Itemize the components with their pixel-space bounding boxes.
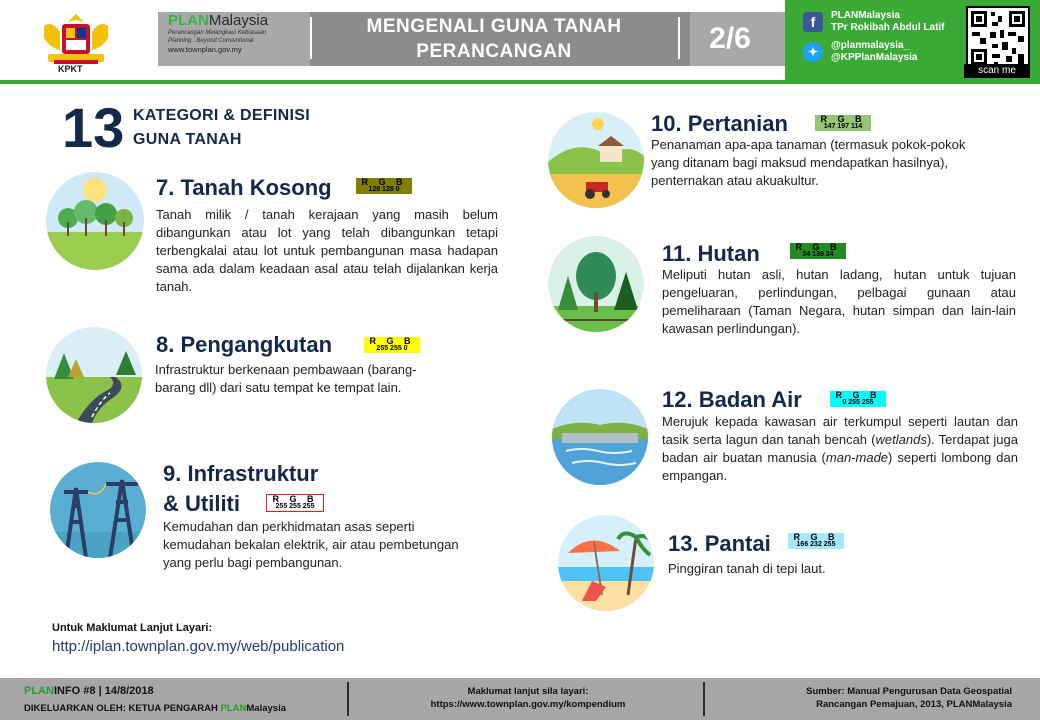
category-title-11: 11. Hutan — [662, 241, 760, 266]
category-title-13: 13. Pantai — [668, 531, 771, 556]
divider — [310, 17, 312, 59]
divider — [678, 17, 680, 59]
category-title-9: 9. Infrastruktur & Utiliti — [163, 461, 319, 516]
twitter-handle[interactable]: @planmalaysia_ @KPPlanMalaysia — [831, 40, 918, 63]
category-title-7: 7. Tanah Kosong — [156, 175, 332, 200]
category-desc-13: Pinggiran tanah di tepi laut. — [668, 561, 826, 576]
planmalaysia-brand — [168, 12, 308, 64]
rgb-swatch-9: R G B 255 255 255 — [266, 494, 324, 512]
kompendium-info[interactable]: Maklumat lanjut sila layari: https://www.townplan.gov.my/kompendium — [430, 686, 626, 710]
agriculture-farm-illustration — [548, 112, 644, 208]
qr-code[interactable] — [966, 6, 1030, 70]
category-desc-12: Merujuk kepada kawasan air terkumpul seperti lautan dan tasik serta lagun dan tanah bencah (wetlands). Terdapat juga badan air buatan manusia (man-made) seperti lombong dan empangan. — [662, 414, 1018, 483]
twitter-icon[interactable]: ✦ — [803, 42, 823, 62]
category-desc-10: Penanaman apa-apa tanaman (termasuk pokok-pokok yang ditanam bagi maksud mendapatkan hasilnya), penternakan atau akuakultur. — [651, 137, 966, 188]
rgb-swatch-13: R G B 166 232 255 — [788, 533, 844, 549]
rgb-swatch-10: R G B 147 197 114 — [815, 115, 871, 131]
planinfo-issue: PLANINFO #8 | 14/8/2018 — [24, 685, 154, 697]
rgb-swatch-8: R G B 255 255 0 — [364, 337, 420, 353]
more-info-label: Untuk Maklumat Lanjut Layari: — [52, 622, 213, 634]
transport-road-illustration — [46, 327, 142, 423]
issued-by: DIKELUARKAN OLEH: KETUA PENGARAH PLANMalaysia — [24, 703, 287, 714]
plan-url: www.townplan.gov.my — [168, 45, 242, 54]
facebook-handle[interactable]: PLANMalaysia TPr Rokibah Abdul Latif — [831, 10, 945, 33]
utility-pylon-illustration — [50, 462, 146, 558]
water-body-illustration — [552, 389, 648, 485]
plan-tagline-1: Perancangan Melangkaui Kebiasaan — [168, 30, 267, 36]
rgb-swatch-11: R G B 34 139 34 — [790, 243, 846, 259]
plan-brand-title: PLANMalaysia — [168, 12, 269, 29]
intro-heading: KATEGORI & DEFINISI GUNA TANAH — [133, 107, 310, 148]
page-title: MENGENALI GUNA TANAH PERANCANGAN — [366, 16, 622, 62]
source-note: Sumber: Manual Pengurusan Data Geospatial Rancangan Pemajuan, 2013, PLANMalaysia — [806, 686, 1012, 710]
category-count: 13 — [62, 96, 125, 159]
facebook-icon[interactable]: f — [803, 12, 823, 32]
header-divider — [0, 80, 1040, 84]
category-title-8: 8. Pengangkutan — [156, 332, 333, 357]
rgb-swatch-7: R G B 128 128 0 — [356, 178, 412, 194]
plan-tagline-2: Planning : Beyond Conventional — [168, 38, 254, 44]
footer-divider — [703, 682, 705, 716]
rgb-swatch-12: R G B 0 255 255 — [830, 391, 886, 407]
category-title-12: 12. Badan Air — [662, 387, 802, 412]
publication-link[interactable]: http://iplan.townplan.gov.my/web/publication — [52, 638, 345, 655]
scan-me-label: scan me — [964, 64, 1030, 78]
category-desc-7: Tanah milik / tanah kerajaan yang masih belum dibangunkan atau lot yang telah dibangunkan tetapi terbengkalai atau lot untuk pembangunan masa hadapan sama ada dalam keadaan asal atau telah dijalankan kerja tanah. — [156, 207, 498, 294]
kpkt-label: KPKT — [58, 64, 83, 74]
category-title-10: 10. Pertanian — [651, 111, 788, 136]
forest-illustration — [548, 236, 644, 332]
vacant-land-illustration — [46, 172, 144, 270]
category-desc-11: Meliputi hutan asli, hutan ladang, hutan untuk tujuan pengeluaran, perlindungan, pelbagai gunaan atau pemeliharaan (Taman Negara, hutan simpan dan lain-lain kawasan perlindungan). — [662, 267, 1016, 336]
footer-divider — [347, 682, 349, 716]
beach-illustration — [558, 515, 654, 611]
category-desc-8: Infrastruktur berkenaan pembawaan (barang-barang dll) dari satu tempat ke tempat lain. — [155, 362, 417, 395]
page-number: 2/6 — [709, 22, 751, 55]
category-desc-9: Kemudahan dan perkhidmatan asas seperti kemudahan bekalan elektrik, air atau pembetungan yang perlu bagi pembangunan. — [163, 519, 459, 570]
